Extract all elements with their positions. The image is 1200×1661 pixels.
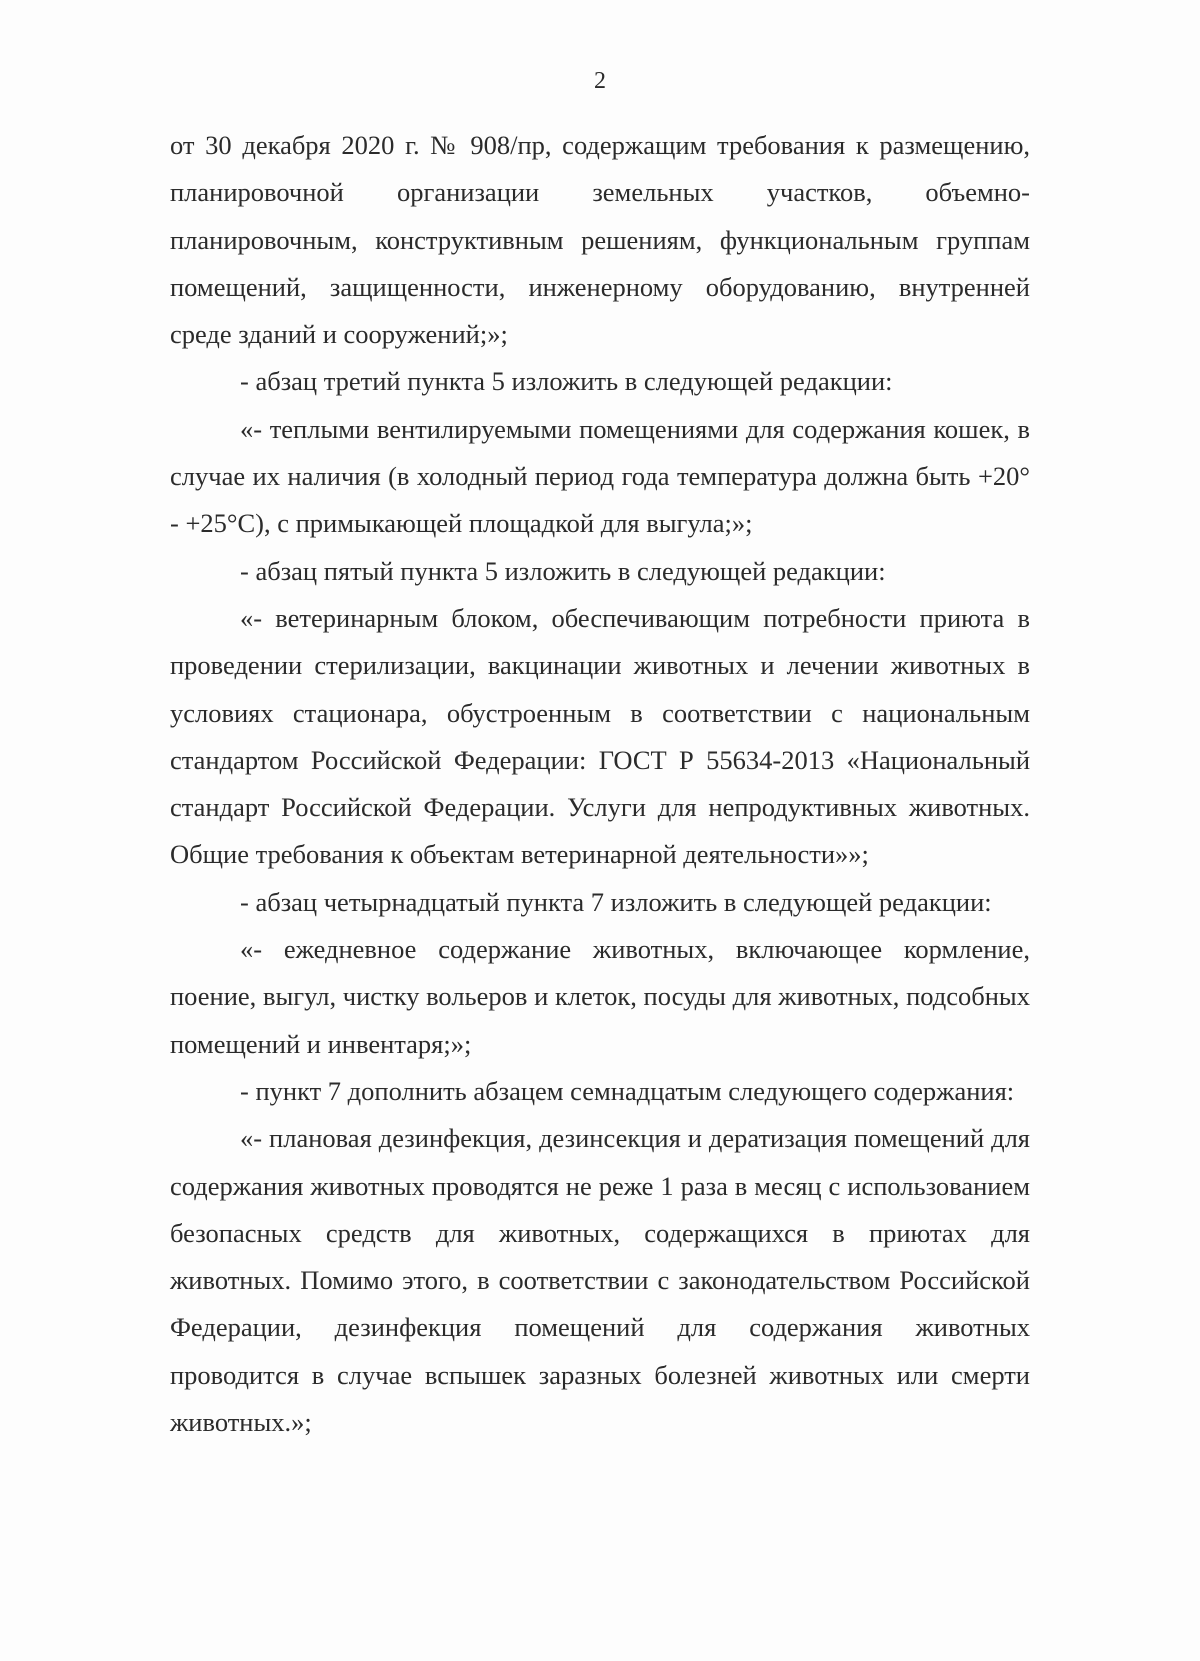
paragraph-amendment-text: «- плановая дезинфекция, дезинсекция и дератизация помещений для содержания животных проводятся не реже 1 раза в месяц с использованием безопасных средств для животных, содержащихся в приютах для животных. Помимо этого, в соответствии с законодательством Российской Федерации, дезинфекция помещений для содержания животных проводится в случае вспышек заразных болезней животных или смерти животных.»; bbox=[170, 1123, 1030, 1438]
paragraph-continuation: от 30 декабря 2020 г. № 908/пр, содержащим требования к размещению, планировочной организации земельных участков, объемно-планировочным, конструктивным решениям, функциональным группам помещений, защищенности, инженерному оборудованию, внутренней среде зданий и сооружений;»; bbox=[170, 130, 1030, 350]
paragraph-amendment-text: «- ежедневное содержание животных, включающее кормление, поение, выгул, чистку вольеров и клеток, посуды для животных, подсобных помещений и инвентаря;»; bbox=[170, 934, 1030, 1059]
paragraph-amendment-instruction: - абзац третий пункта 5 изложить в следующей редакции: bbox=[240, 366, 893, 397]
paragraph-amendment-instruction: - абзац четырнадцатый пункта 7 изложить в следующей редакции: bbox=[240, 886, 992, 917]
paragraph-amendment-instruction: - абзац пятый пункта 5 изложить в следующей редакции: bbox=[240, 555, 886, 586]
paragraph-amendment-text: «- ветеринарным блоком, обеспечивающим потребности приюта в проведении стерилизации, вакцинации животных и лечении животных в условиях стационара, обустроенным в соответствии с национальным стандартом Российской Федерации: ГОСТ Р 55634-2013 «Национальный стандарт Российской Федерации. Услуги для непродуктивных животных. Общие требования к объектам ветеринарной деятельности»»; bbox=[170, 602, 1030, 870]
page-number: 2 bbox=[594, 68, 606, 94]
paragraph-amendment-instruction: - пункт 7 дополнить абзацем семнадцатым следующего содержания: bbox=[240, 1075, 1015, 1106]
paragraph-amendment-text: «- теплыми вентилируемыми помещениями для содержания кошек, в случае их наличия (в холодный период года температура должна быть +20° - +25°С), с примыкающей площадкой для выгула;»; bbox=[170, 413, 1030, 539]
document-body bbox=[170, 122, 1030, 1446]
